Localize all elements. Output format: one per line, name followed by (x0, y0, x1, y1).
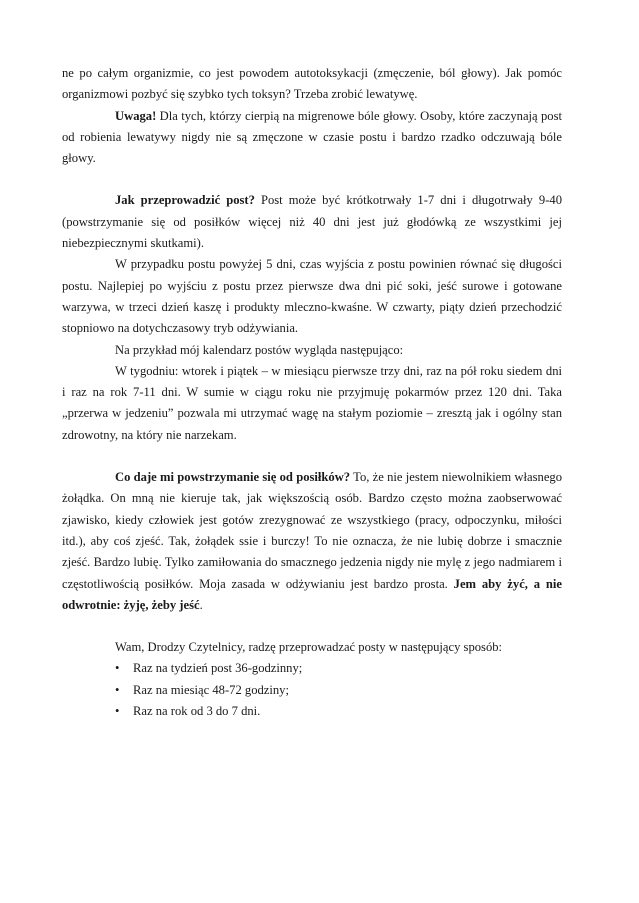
warning-text: Dla tych, którzy cierpią na migrenowe bóle głowy. Osoby, które zaczynają post od robienia lewatywy nigdy nie są zmęczone w czasie postu i bardzo rzadko odczuwają bóle głowy. (62, 108, 562, 166)
list-item (115, 680, 562, 701)
list-item (115, 658, 562, 679)
paragraph-autotoxication: ne po całym organizmie, co jest powodem autotoksykacji (zmęczenie, ból głowy). Jak pomóc organizmowi pozbyć się szybko tych toksyn? Trzeba zrobić lewatywę. (62, 66, 562, 102)
benefits-heading: Co daje mi powstrzymanie się od posiłków? (115, 470, 351, 485)
how-to-fast-text: Post może być krótkotrwały 1-7 dni i długotrwały 9-40 (powstrzymanie się od posiłków więcej niż 40 dni jest już głodówką ze wszystkimi jej niebezpiecznymi skutkami). (62, 193, 562, 251)
benefits-motto: Jem aby żyć, a nie odwrotnie: żyję, żeby jeść (62, 576, 562, 612)
how-to-fast-heading: Jak przeprowadzić post? (115, 193, 255, 208)
paragraph-gap (62, 446, 562, 467)
bullet-icon: • (115, 704, 120, 719)
paragraph-gap (62, 169, 562, 190)
paragraph-warning (62, 106, 562, 170)
paragraph-exit-fast: W przypadku postu powyżej 5 dni, czas wyjścia z postu powinien równać się długości postu. Najlepiej po wyjściu z postu przez pierwsze dwa dni pić soki, jeść surowe i gotowane warzywa, w trzeci dzień kaszę i produkty mleczno-kwaśne. W czwarty, piąty dzień przechodzić stopniowo na dotychczasowy tryb odżywiania. (62, 257, 562, 336)
paragraph-gap (62, 616, 562, 637)
bullet-icon: • (115, 682, 120, 697)
bullet-icon: • (115, 661, 120, 676)
paragraph-benefits (62, 467, 562, 616)
list-item (115, 701, 562, 722)
benefits-end: . (199, 597, 203, 612)
paragraph-calendar-intro: Na przykład mój kalendarz postów wygląda następująco: (115, 342, 404, 357)
warning-label: Uwaga! (115, 108, 157, 123)
paragraph-calendar: W tygodniu: wtorek i piątek – w miesiącu pierwsze trzy dni, raz na pół roku siedem dni i raz na rok 7-11 dni. W sumie w ciągu roku nie przyjmuję pokarmów przez 120 dni. Taka „przerwa w jedzeniu” pozwala mi utrzymać wagę na stałym poziomie – zresztą jak i ogólny stan zdrowotny, na który nie narzekam. (62, 363, 562, 442)
list-item-text: Raz na rok od 3 do 7 dni. (133, 704, 261, 719)
document-page (62, 63, 562, 722)
paragraph-how-to-fast (62, 190, 562, 254)
list-item-text: Raz na tydzień post 36-godzinny; (133, 661, 303, 676)
benefits-text: To, że nie jestem niewolnikiem własnego żołądka. On mną nie kieruje tak, jak większością osób. Bardzo często można zaobserwować zjawisko, kiedy człowiek jest gotów zrezygnować ze wszystkiego (pracy, odpoczynku, miłości itd.), aby coś zjeść. Tak, żołądek ssie i burczy! To nie oznacza, że nie lubię dobrze i smacznie zjeść. Bardzo lubię. Tylko zamiłowania do smacznego jedzenia nigdy nie mylę z jego nadmiarem i częstotliwością posiłków. Moja zasada w odżywianiu jest bardzo prosta. (62, 470, 562, 591)
fasting-list (62, 658, 562, 722)
list-item-text: Raz na miesiąc 48-72 godziny; (133, 682, 289, 697)
paragraph-advice: Wam, Drodzy Czytelnicy, radzę przeprowadzać posty w następujący sposób: (115, 640, 503, 655)
